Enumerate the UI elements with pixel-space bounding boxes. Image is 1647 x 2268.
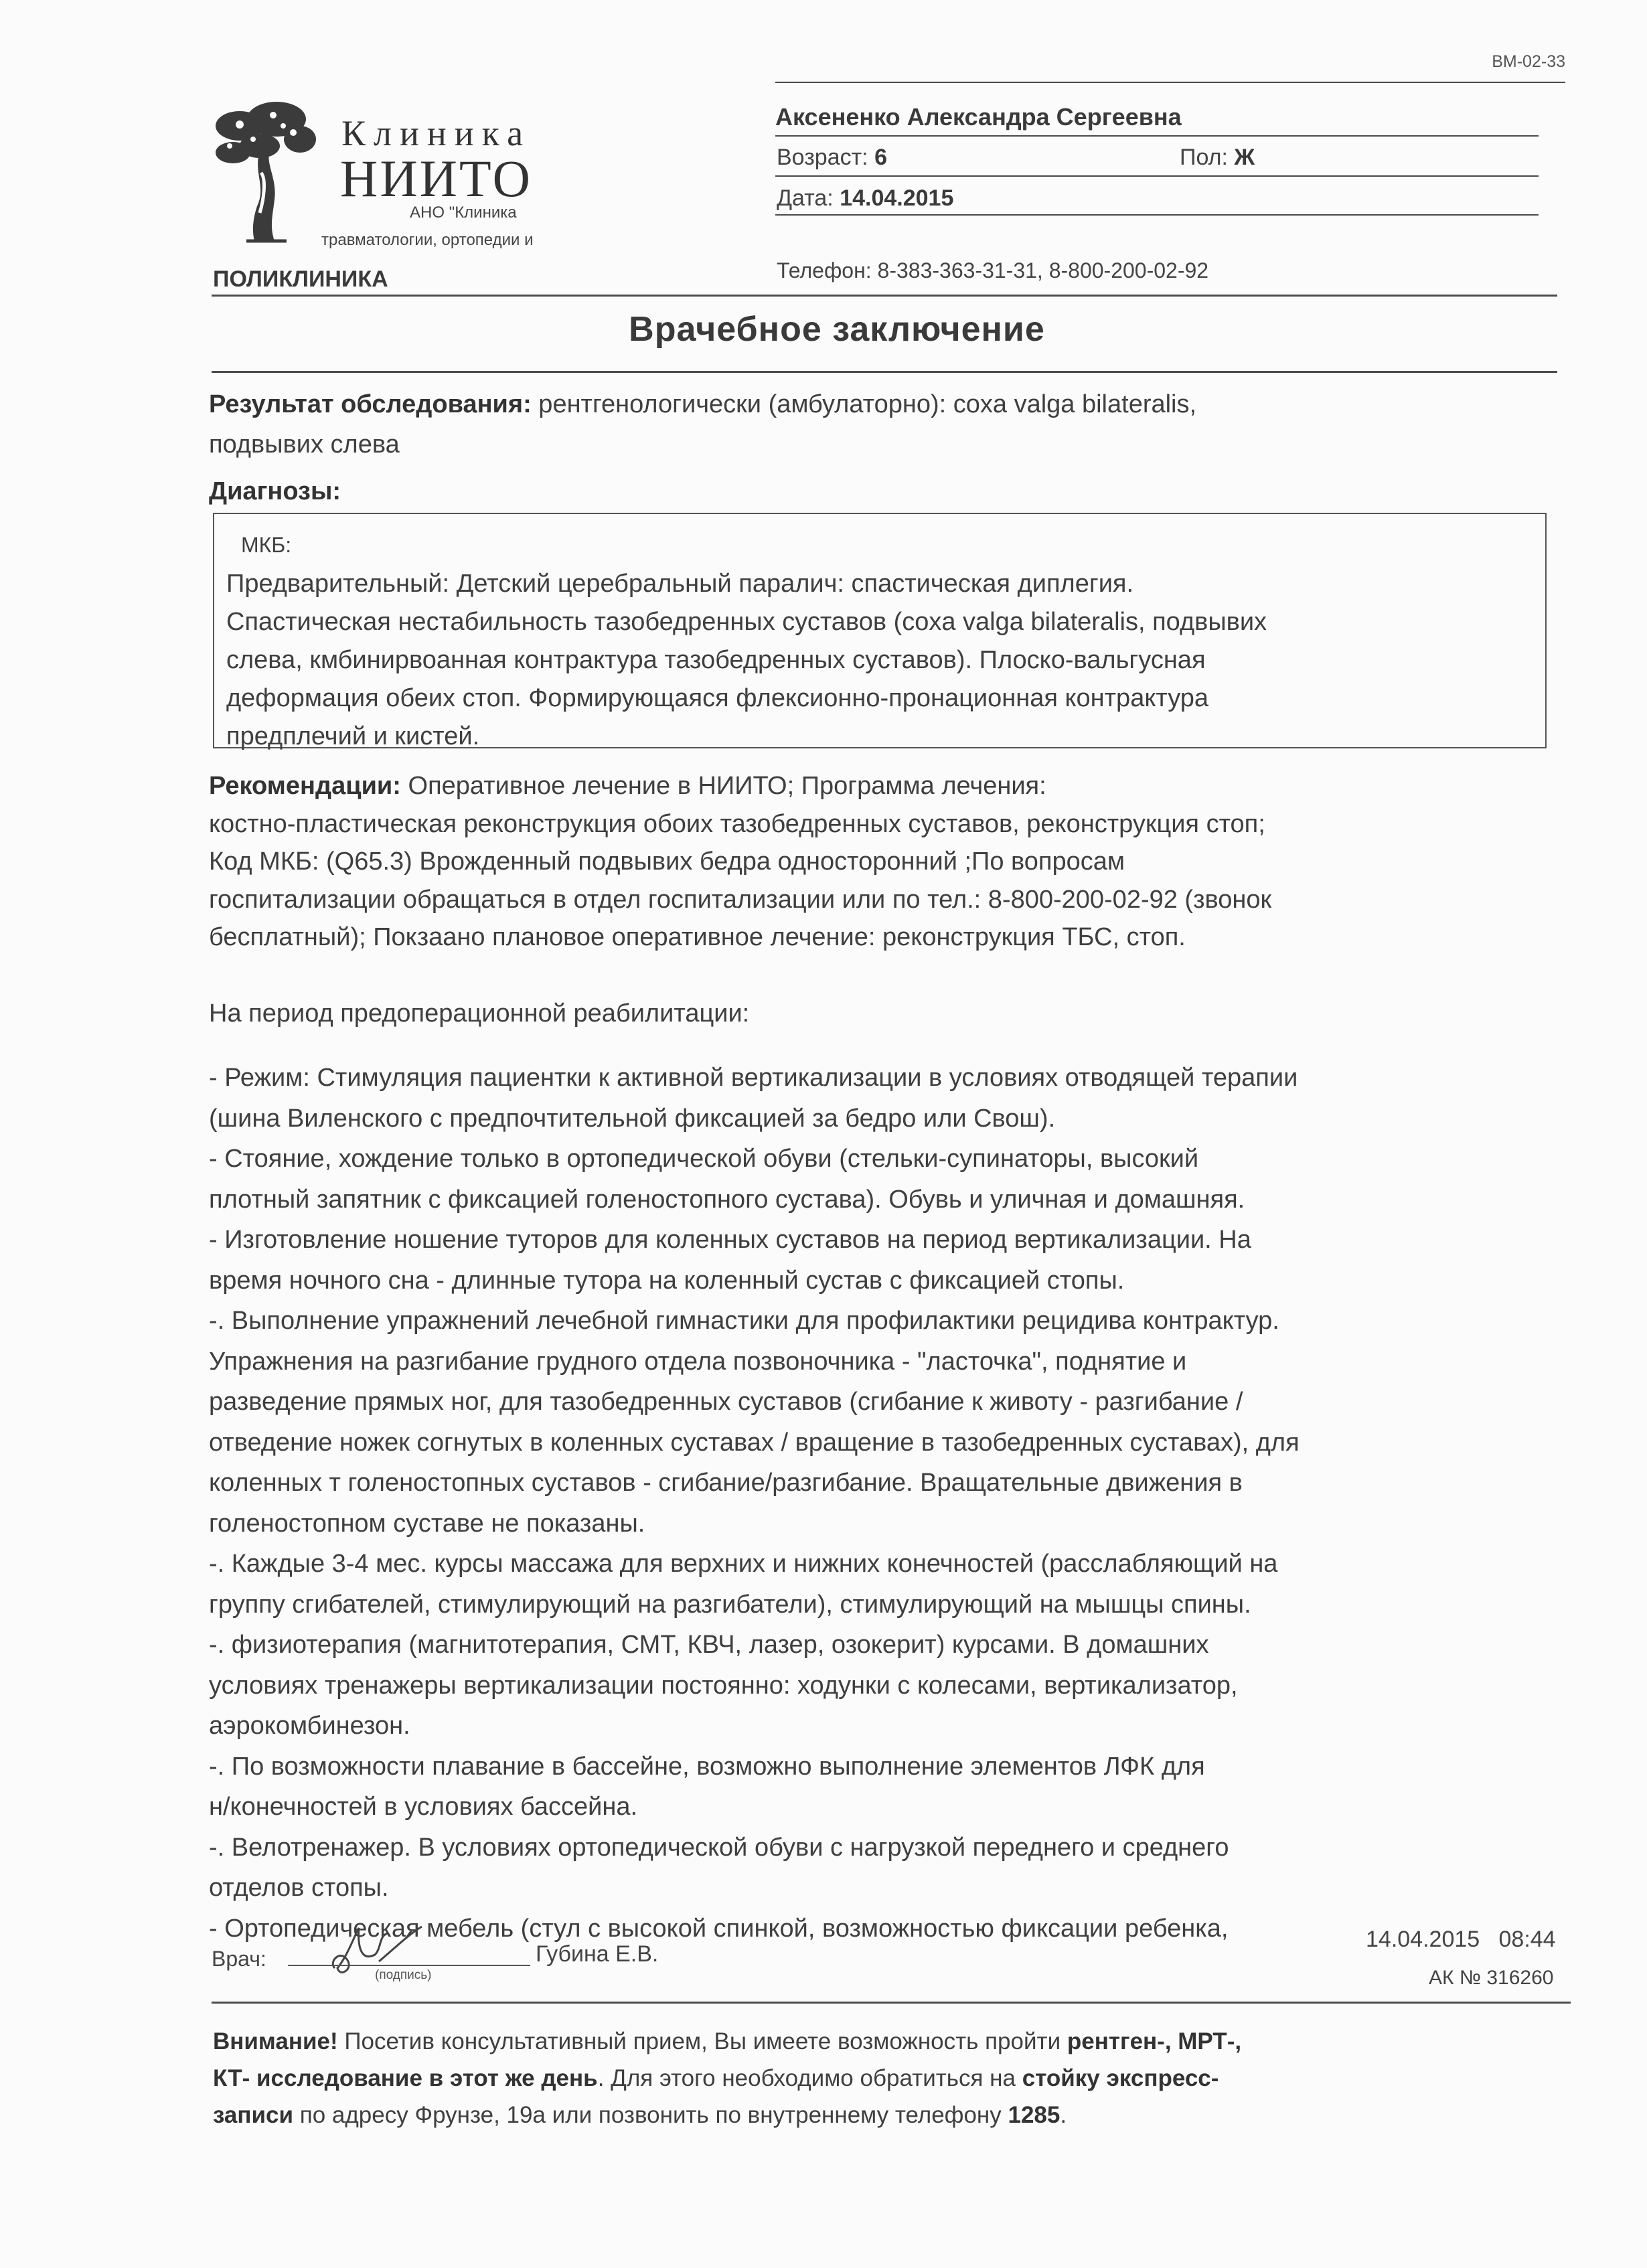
signature-caption: (подпись) [375, 1968, 432, 1982]
recommendations [209, 767, 1535, 957]
rehab-line: - Изготовление ношение туторов для коленных суставов на период вертикализации. На [209, 1226, 1251, 1254]
sex-value: Ж [1234, 145, 1255, 170]
diagnoses-heading [209, 471, 1535, 511]
diagnosis-box [213, 513, 1547, 748]
rehab-line: -. Велотренажер. В условиях ортопедической обуви с нагрузкой переднего и среднего [209, 1833, 1229, 1862]
diagnosis-line: деформация обеих стоп. Формирующаяся флексионно-пронационная контрактура [226, 684, 1209, 712]
patient-sex [1180, 145, 1255, 171]
mkb-label: МКБ: [241, 533, 292, 557]
rehab-line: разведение прямых ног, для тазобедренных суставов (сгибание к животу - разгибание / [209, 1388, 1243, 1416]
recommendation-line: костно-пластическая реконструкция обоих тазобедренных суставов, реконструкция стоп; [209, 809, 1265, 838]
rehab-line: -. По возможности плавание в бассейне, возможно выполнение элементов ЛФК для [209, 1752, 1205, 1781]
rehab-line: условиях тренажеры вертикализации постоянно: ходунки с колесами, вертикализатор, [209, 1671, 1238, 1700]
recommendation-line: бесплатный); Покзаано плановое оперативное лечение: реконструкция ТБС, стоп. [209, 923, 1186, 951]
recommendations-first: Оперативное лечение в НИИТО; Программа лечения: [400, 772, 1046, 800]
doctor-label: Врач: [212, 1947, 266, 1971]
notice [213, 2023, 1418, 2133]
clinic-name: НИИТО [340, 149, 532, 208]
age-rule [775, 175, 1539, 177]
notice-text: по адресу Фрунзе, 19а или позвонить по внутреннему телефону [293, 2102, 1008, 2128]
rehab-line: отведение ножек согнутых в коленных суставах / вращение в тазобедренных суставах), для [209, 1428, 1300, 1457]
date-rule [775, 214, 1539, 216]
document-code: ВМ-02-33 [1492, 52, 1565, 71]
recommendation-line: Код МКБ: (Q65.3) Врожденный подвывих бедра односторонний ;По вопросам [209, 847, 1125, 876]
doctor-name: Губина Е.В. [536, 1941, 659, 1967]
notice-text: . [1060, 2102, 1067, 2128]
result-text-1: рентгенологически (амбулаторно): coxa valga bilateralis, [531, 390, 1197, 418]
rehab-line: голеностопном суставе не показаны. [209, 1509, 645, 1538]
notice-bold: записи [213, 2102, 294, 2128]
title-rule [212, 371, 1557, 373]
rehab-line: время ночного сна - длинные тутора на коленный сустав с фиксацией стопы. [209, 1266, 1125, 1295]
notice-attention: Внимание! [213, 2028, 338, 2054]
rehab-line: -. Каждые 3-4 мес. курсы массажа для верхних и нижних конечностей (расслабляющий на [209, 1550, 1278, 1578]
date-value: 14.04.2015 [840, 185, 954, 211]
rehab-line: плотный запятник с фиксацией голеностопного сустава). Обувь и уличная и домашняя. [209, 1185, 1245, 1214]
age-label: Возраст: [777, 145, 868, 170]
age-value: 6 [874, 145, 888, 170]
result-text-2: подвывих слева [209, 430, 400, 459]
rehab-line: Упражнения на разгибание грудного отдела позвоночника - "ласточка", поднятие и [209, 1347, 1187, 1376]
rehab-line: коленных т голеностопных суставов - сгибание/разгибание. Вращательные движения в [209, 1469, 1243, 1497]
department-label: ПОЛИКЛИНИКА [213, 266, 388, 292]
rehab-line: - Режим: Стимуляция пациентки к активной вертикализации в условиях отводящей терапии [209, 1064, 1298, 1092]
rehab-line: группу сгибателей, стимулирующий на разгибатели), стимулирующий на мышцы спины. [209, 1590, 1251, 1619]
rehab-heading: На период предоперационной реабилитации: [209, 999, 750, 1028]
visit-date [777, 185, 953, 212]
patient-name: Аксененко Александра Сергеевна [775, 103, 1182, 131]
top-rule [775, 82, 1565, 83]
recommendation-line: госпитализации обращаться в отдел госпитализации или по тел.: 8-800-200-02-92 (звонок [209, 885, 1272, 914]
rehab-line: (шина Виленского с предпочтительной фиксацией за бедро или Свош). [209, 1104, 1056, 1133]
diagnoses-label: Диагнозы: [209, 477, 341, 505]
clinic-word: Клиника [341, 113, 532, 153]
header-rule [212, 295, 1557, 297]
exam-result [209, 384, 1535, 465]
rehab-line: н/конечностей в условиях бассейна. [209, 1793, 638, 1821]
ak-number: АК № 316260 [1429, 1967, 1554, 1989]
diagnosis-line: Предварительный: Детский церебральный паралич: спастическая диплегия. [226, 570, 1134, 598]
diagnosis-line: предплечий и кистей. [226, 722, 480, 750]
signature-datetime: 14.04.2015 08:44 [1366, 1927, 1556, 1952]
document-title: Врачебное заключение [629, 310, 1045, 349]
notice-bold: стойку экспресс- [1022, 2065, 1219, 2091]
rehab-line: -. Выполнение упражнений лечебной гимнастики для профилактики рецидива контрактур. [209, 1307, 1279, 1335]
clinic-subtitle-2: травматологии, ортопедии и [321, 231, 534, 249]
rehab-line: аэрокомбинезон. [209, 1712, 410, 1740]
name-rule [775, 135, 1539, 137]
diagnosis-line: Спастическая нестабильность тазобедренных суставов (coxa valga bilateralis, подвывих [226, 608, 1267, 636]
rehab-line: -. физиотерапия (магнитотерапия, СМТ, КВЧ, лазер, озокерит) курсами. В домашних [209, 1631, 1209, 1659]
result-label: Результат обследования: [209, 390, 532, 418]
diagnosis-line: слева, кмбинирвоанная контрактура тазобедренных суставов). Плоско-вальгусная [226, 646, 1206, 674]
notice-text: . Для этого необходимо обратиться на [597, 2065, 1022, 2091]
clinic-phone: Телефон: 8-383-363-31-31, 8-800-200-02-92 [777, 258, 1209, 282]
rehab-list [209, 1058, 1548, 1949]
rehab-line: отделов стопы. [209, 1874, 389, 1902]
notice-bold: КТ- исследование в этот же день [213, 2065, 598, 2091]
rehab-line: - Ортопедическая мебель (стул с высокой спинкой, возможностью фиксации ребенка, [209, 1914, 1229, 1943]
notice-bold: рентген-, МРТ-, [1067, 2028, 1242, 2054]
signature-line [288, 1965, 530, 1966]
recommendations-label: Рекомендации: [209, 772, 401, 800]
clinic-logo-tree-icon [213, 99, 317, 245]
footer-rule [212, 2002, 1571, 2004]
date-label: Дата: [777, 185, 834, 211]
rehab-line: - Стояние, хождение только в ортопедической обуви (стельки-супинаторы, высокий [209, 1145, 1199, 1173]
notice-text: Посетив консультативный прием, Вы имеете возможность пройти [337, 2028, 1067, 2054]
notice-bold: 1285 [1008, 2102, 1061, 2128]
sex-label: Пол: [1180, 145, 1228, 170]
clinic-subtitle-1: АНО "Клиника [410, 204, 517, 222]
patient-age [777, 145, 887, 171]
